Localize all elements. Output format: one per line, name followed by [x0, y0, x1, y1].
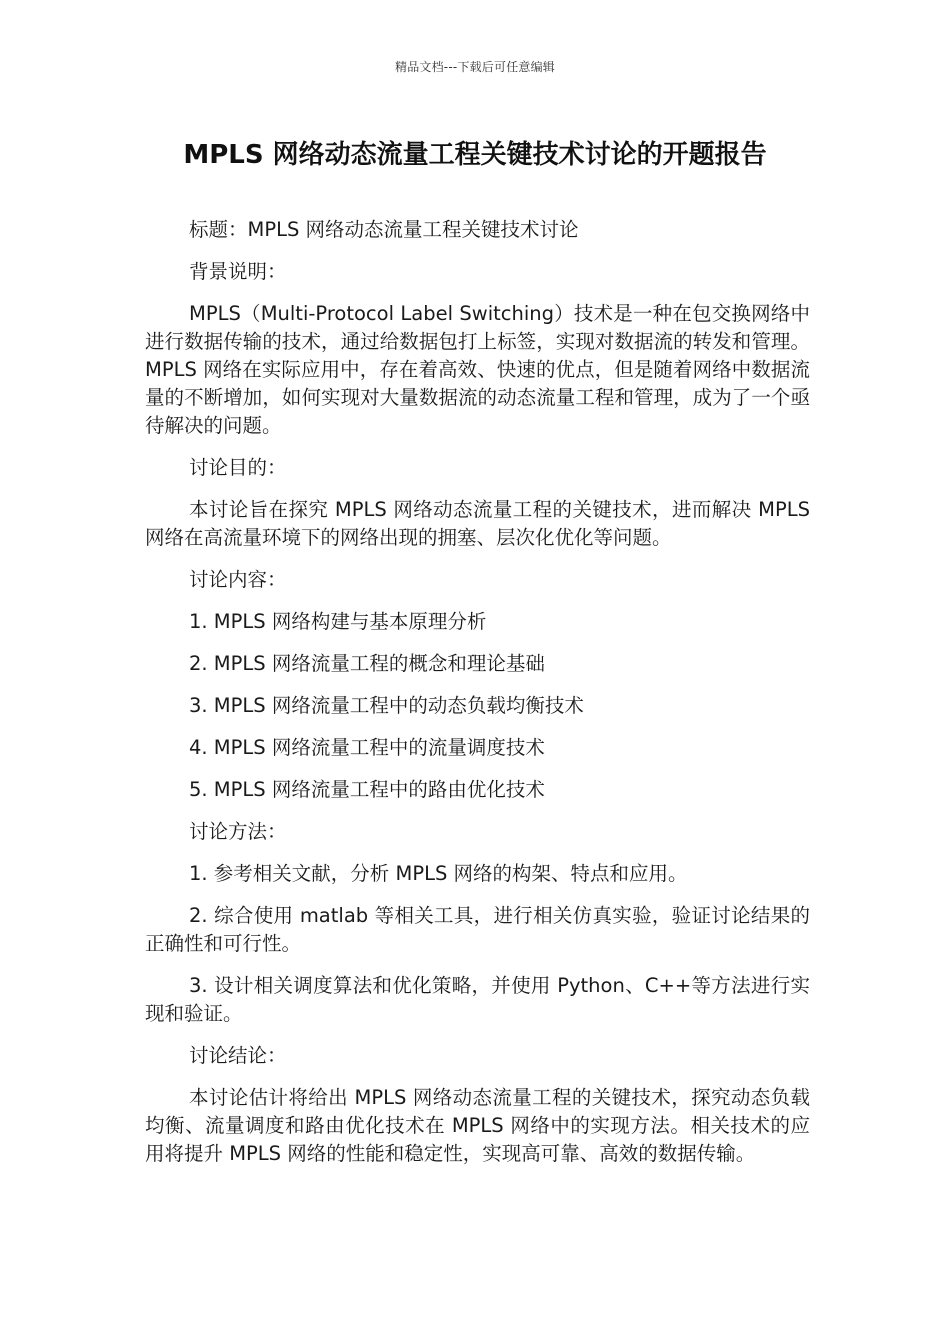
list-item-content-5: 5. MPLS 网络流量工程中的路由优化技术: [189, 778, 545, 801]
paragraph-background: MPLS（Multi-Protocol Label Switching）技术是一种在包交换网络中进行数据传输的技术，通过给数据包打上标签，实现对数据流的转发和管理。MPLS 网络在实际应用中，存在着高效、快速的优点，但是随着网络中数据流量的不断增加，如何实现对大量数据流的动态流量工程和管理，成为了一个亟待解决的问题。: [145, 302, 810, 437]
heading-background: 背景说明：: [189, 260, 287, 283]
heading-conclusion: 讨论结论：: [189, 1044, 287, 1067]
list-item-content-2: 2. MPLS 网络流量工程的概念和理论基础: [189, 652, 545, 675]
document-body: [145, 216, 810, 1182]
list-item-content-1: 1. MPLS 网络构建与基本原理分析: [189, 610, 487, 633]
list-item-method-1: 1. 参考相关文献，分析 MPLS 网络的构架、特点和应用。: [189, 862, 688, 885]
document-title: MPLS 网络动态流量工程关键技术讨论的开题报告: [183, 140, 767, 170]
heading-content: 讨论内容：: [189, 568, 287, 591]
list-item-method-3: 3. 设计相关调度算法和优化策略，并使用 Python、C++等方法进行实现和验证。: [145, 974, 810, 1025]
paragraph-purpose: 本讨论旨在探究 MPLS 网络动态流量工程的关键技术，进而解决 MPLS 网络在高流量环境下的网络出现的拥塞、层次化优化等问题。: [145, 498, 810, 549]
heading-method: 讨论方法：: [189, 820, 287, 843]
list-item-method-2: 2. 综合使用 matlab 等相关工具，进行相关仿真实验，验证讨论结果的正确性和可行性。: [145, 904, 810, 955]
paragraph-conclusion: 本讨论估计将给出 MPLS 网络动态流量工程的关键技术，探究动态负载均衡、流量调度和路由优化技术在 MPLS 网络中的实现方法。相关技术的应用将提升 MPLS 网络的性能和稳定性，实现高可靠、高效的数据传输。: [145, 1086, 810, 1165]
page-header: 精品文档---下载后可任意编辑: [395, 60, 555, 74]
list-item-content-3: 3. MPLS 网络流量工程中的动态负载均衡技术: [189, 694, 584, 717]
list-item-content-4: 4. MPLS 网络流量工程中的流量调度技术: [189, 736, 545, 759]
heading-purpose: 讨论目的：: [189, 456, 287, 479]
paragraph-topic: 标题：MPLS 网络动态流量工程关键技术讨论: [189, 218, 579, 241]
